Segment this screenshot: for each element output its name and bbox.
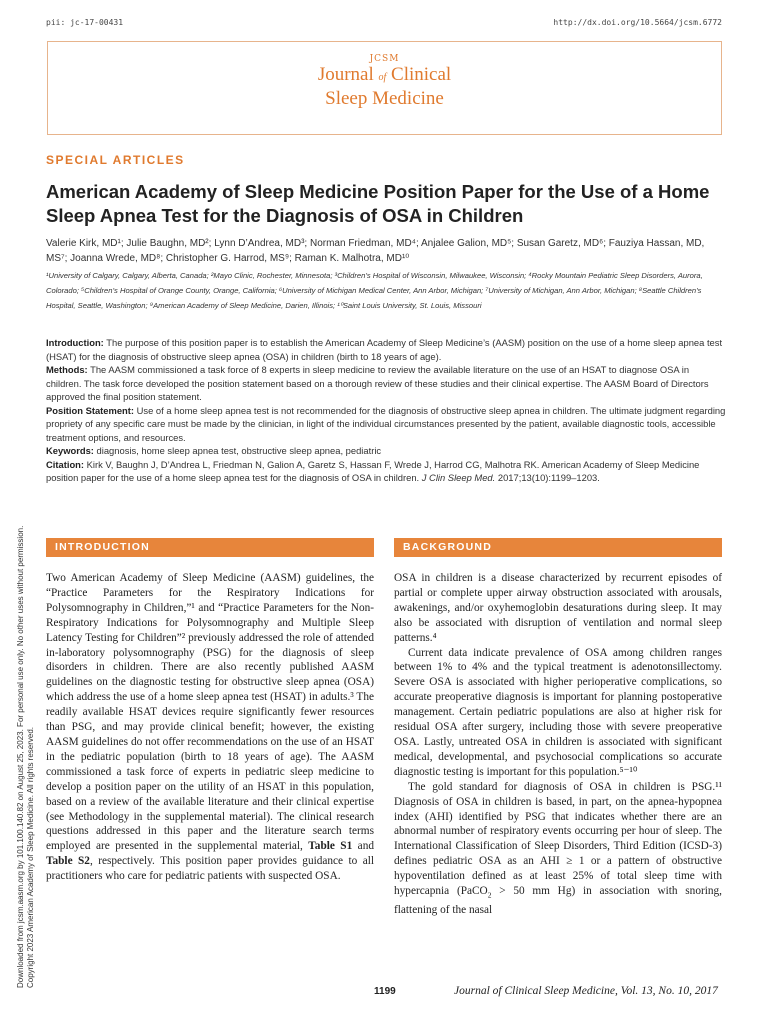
introduction-heading: INTRODUCTION	[46, 538, 374, 557]
abstract-position-statement: Position Statement: Use of a home sleep apnea test is not recommended for the diagnosis of obstructive sleep apnea in children. The ultimate judgment regarding propriety of any specific care must be made by the clinician, in light of the individual circumstances presented by the patient, available diagnostic tools, accessible treatment options, and resources.	[46, 404, 726, 443]
pii-label: pii: jc-17-00431	[46, 18, 124, 27]
abstract-keywords: Keywords: diagnosis, home sleep apnea test, obstructive sleep apnea, pediatric	[46, 445, 382, 456]
background-heading: BACKGROUND	[394, 538, 722, 557]
background-body	[394, 571, 722, 918]
affiliations: ¹University of Calgary, Calgary, Alberta, Canada; ²Mayo Clinic, Rochester, Minnesota; ³Children’s Hospital of Wisconsin, Milwaukee, Wisconsin; ⁴Rocky Mountain Pediatric Sleep Disorders, Aurora, Colorado; ⁵Children’s Hospital of Orange County, Orange, California; ⁶University of Michigan Medical Center, Ann Arbor, Michigan; ⁷University of Michigan, Ann Arbor, Michigan; ⁸Seattle Children’s Hospital, Seattle, Washington; ⁹American Academy of Sleep Medicine, Darien, Illinois; ¹⁰Saint Louis University, St. Louis, Missouri	[46, 271, 703, 310]
doi-link[interactable]: http://dx.doi.org/10.5664/jcsm.6772	[553, 18, 722, 27]
introduction-body	[46, 571, 374, 884]
logo-title-line1	[48, 65, 721, 88]
author-list: Valerie Kirk, MD¹; Julie Baughn, MD²; Lynn D’Andrea, MD³; Norman Friedman, MD⁴; Anjalee Galion, MD⁵; Susan Garetz, MD⁶; Fauziya Hassan, MD, MS⁷; Joanna Wrede, MD⁸; Christopher G. Harrod, MS⁹; Raman K. Malhotra, MD¹⁰	[46, 238, 705, 264]
background-paragraph-1: OSA in children is a disease characterized by recurrent episodes of partial or complete upper airway obstruction associated with arousals, awakenings, and/or oxyhemoglobin desaturations during sleep. It may also be associated with disruption of ventilation and normal sleep patterns.⁴	[394, 572, 722, 644]
section-label: SPECIAL ARTICLES	[46, 153, 185, 167]
article-title: American Academy of Sleep Medicine Position Paper for the Use of a Home Sleep Apnea Test for the Diagnosis of OSA in Children	[46, 181, 710, 226]
abstract-introduction: Introduction: The purpose of this position paper is to establish the American Academy of Sleep Medicine’s (AASM) position on the use of a home sleep apnea test (HSAT) for the diagnosis of obstructive sleep apnea (OSA) in children (birth to 18 years of age).	[46, 337, 723, 362]
download-notice	[16, 526, 36, 988]
logo-word-of: of	[378, 72, 387, 83]
page-number: 1199	[374, 986, 396, 997]
background-paragraph-3: The gold standard for diagnosis of OSA in children is PSG.¹¹ Diagnosis of OSA in children is based, in part, on the apnea-hypopnea index (AHI) identified by PSG that indicates whether there are an abnormal number of respiratory events occurring per hour of sleep. The International Classification of Sleep Disorders, Third Edition (ICSD-3) defines pediatric OSA as an AHI ≥ 1 or a pattern of obstructive hypoventilation defined as at least 25% of total sleep time with hypercapnia (PaCO$_2$ > 50 mm Hg) in association with snoring, flattening of the nasal	[394, 780, 723, 917]
table-s2-link[interactable]: Table S2	[46, 855, 90, 868]
logo-word-clinical: Clinical	[391, 64, 452, 85]
logo-word-journal: Journal	[317, 64, 374, 85]
logo-acronym: JCSM	[369, 54, 400, 64]
introduction-paragraph: Two American Academy of Sleep Medicine (AASM) guidelines, the “Practice Parameters for the Respiratory Indications for Polysomnography in Children,”¹ and “Practice Parameters for the Non-Respiratory Indications for Polysomnography and Multiple Sleep Latency Testing for Children”² previously addressed the role of attended in-laboratory polysomnography (PSG) for the diagnosis of sleep disorders in children. There are also recently published AASM guidelines on the diagnostic testing for obstructive sleep apnea (OSA) which address the use of a home sleep apnea test (HSAT) in adults.³ The readily available HSAT devices require significantly fewer resources than PSG, and may provide clinical benefit; however, the existing AASM guidelines do not offer recommendations on the use of an HSAT in the pediatric population (birth to 18 years of age). The AASM commissioned a task force of experts in pediatric sleep medicine to develop a position paper on the utility of an HSAT in this population, based on a review of the available literature and their clinical expertise (see Methodology in the supplemental material). The clinical research questions addressed in this paper and the literature search terms employed are presented in the supplemental material, Table S1 and Table S2, respectively. This position paper provides guidance to all practitioners who care for pediatric patients with suspected OSA.	[46, 572, 375, 883]
abstract-citation: Citation: Kirk V, Baughn J, D’Andrea L, Friedman N, Galion A, Garetz S, Hassan F, Wrede J, Harrod CG, Malhotra RK. American Academy of Sleep Medicine position paper for the use of a home sleep apnea test for the diagnosis of OSA in children. J Clin Sleep Med. 2017;13(10):1199–1203.	[46, 458, 700, 483]
logo-title-line2: Sleep Medicine	[325, 88, 444, 109]
table-s1-link[interactable]: Table S1	[308, 840, 353, 853]
abstract-methods: Methods: The AASM commissioned a task force of 8 experts in sleep medicine to review the available literature on the use of an HSAT to diagnose OSA in children. The task force developed the position statement based on a thorough review of these studies and their clinical expertise. The AASM Board of Directors approved the final position statement.	[46, 364, 709, 402]
download-notice-line1: Downloaded from jcsm.aasm.org by 101.100.140.82 on August 25, 2023. For personal use only. No other uses without permission.	[16, 525, 25, 988]
footer-journal: Journal of Clinical Sleep Medicine, Vol. 13, No. 10, 2017	[454, 985, 718, 997]
background-paragraph-2: Current data indicate prevalence of OSA among children ranges between 1% to 4% and the typical treatment is adenotonsillectomy. Severe OSA is associated with higher perioperative complications, so accurate preoperative diagnosis is important for planning postoperative management. Certain pediatric populations are also at higher risk for residual OSA after surgery, including those with severe preoperative OSA. Lastly, untreated OSA in children is associated with significant medical, developmental, and psychosocial complications so accurate diagnostic testing is important for this population.⁵⁻¹⁰	[394, 646, 722, 778]
abstract	[46, 336, 726, 485]
download-notice-line2: Copyright 2023 American Academy of Sleep Medicine. All rights reserved.	[26, 726, 35, 988]
journal-logo	[47, 41, 722, 135]
